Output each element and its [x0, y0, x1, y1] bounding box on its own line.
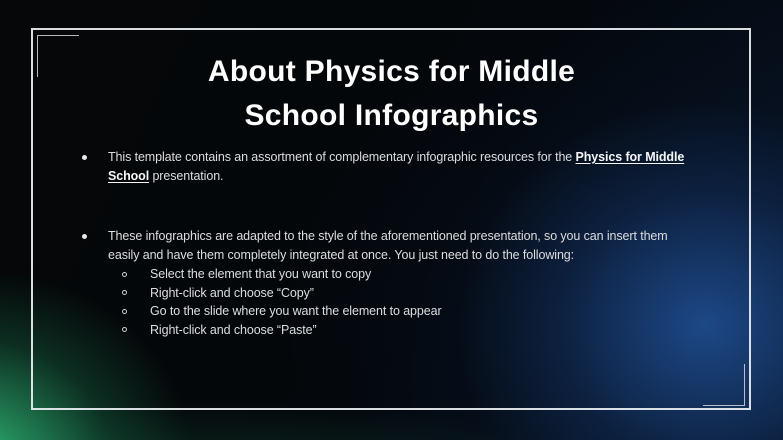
sub-bullet-item-3 [122, 302, 743, 321]
slide-title-line-2: School Infographics [244, 99, 539, 132]
sub-item-3-text: Go to the slide where you want the element to appear [150, 304, 442, 318]
bullet-1-lead: This template contains an assortment of complementary infographic resources for the [108, 150, 576, 164]
bullet-item-2 [82, 227, 743, 339]
bullet-2-text [108, 227, 668, 265]
physics-for-middle-school-link[interactable]: Physics for Middle [575, 150, 685, 164]
hollow-circle-bullet-icon [122, 272, 127, 277]
physics-for-middle-school-link-line2[interactable]: School [108, 169, 150, 183]
sub-item-4-text: Right-click and choose “Paste” [150, 322, 317, 337]
bullet-1-text [108, 148, 684, 186]
instruction-sub-list [82, 265, 743, 339]
hollow-circle-bullet-icon [122, 309, 127, 314]
bullet-2-line-1: These infographics are adapted to the style of the aforementioned presentation, so you can insert them [108, 229, 668, 243]
sub-bullet-item-2 [122, 284, 743, 303]
bullet-2-line-2: easily and have them completely integrated at once. You just need to do the following: [108, 248, 575, 262]
slide-title [0, 50, 783, 138]
sub-bullet-item-4 [122, 321, 743, 340]
hollow-circle-bullet-icon [122, 290, 127, 295]
hollow-circle-bullet-icon [122, 327, 127, 332]
bullet-dot-icon [82, 234, 87, 239]
sub-bullet-item-1 [122, 265, 743, 284]
corner-bracket-bottom-right-icon [703, 364, 745, 406]
bullet-dot-icon [82, 155, 87, 160]
slide-title-line-1: About Physics for Middle [207, 55, 576, 88]
bullet-1-tail: presentation. [149, 169, 224, 183]
sub-item-2-text: Right-click and choose “Copy” [150, 285, 314, 300]
bullet-item-1 [82, 148, 743, 186]
sub-item-1-text: Select the element that you want to copy [150, 267, 372, 281]
